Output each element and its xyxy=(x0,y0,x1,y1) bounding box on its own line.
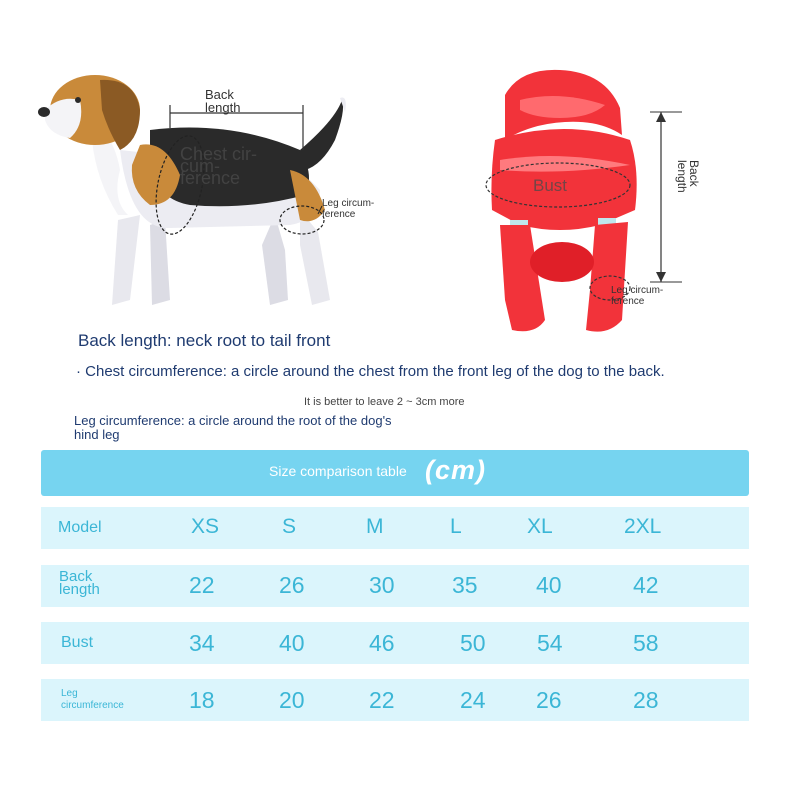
back-length-label-coat: Back length xyxy=(675,160,701,193)
size-header: L xyxy=(450,515,462,538)
table-cell: 35 xyxy=(452,572,478,598)
table-cell: 26 xyxy=(536,687,562,713)
table-title: Size comparison table xyxy=(269,463,407,479)
bust-row-label: Bust xyxy=(61,634,94,651)
back-length-description: Back length: neck root to tail front xyxy=(78,331,331,350)
table-cell: 18 xyxy=(189,687,215,713)
size-header: M xyxy=(366,515,384,538)
table-cell: 54 xyxy=(537,630,563,656)
table-cell: 40 xyxy=(279,630,305,656)
table-cell: 28 xyxy=(633,687,659,713)
table-cell: 22 xyxy=(369,687,395,713)
model-header-label: Model xyxy=(58,519,102,536)
table-cell: 58 xyxy=(633,630,659,656)
table-cell: 50 xyxy=(460,630,486,656)
size-header: 2XL xyxy=(624,515,662,538)
table-cell: 24 xyxy=(460,687,486,713)
raincoat-illustration xyxy=(480,65,700,340)
back-length-row-label: Back length xyxy=(59,568,100,598)
back-length-label-dog: Back length xyxy=(205,87,241,115)
leave-more-note: It is better to leave 2 ~ 3cm more xyxy=(304,396,465,408)
leg-description: Leg circumference: a circle around the root of the dog's hind leg xyxy=(74,413,392,442)
chest-label-dog: Chest cir- cum- ference xyxy=(180,144,258,188)
table-cell: 46 xyxy=(369,630,395,656)
table-cell: 20 xyxy=(279,687,305,713)
table-unit: (cm) xyxy=(425,455,487,485)
bust-label-coat: Bust xyxy=(533,176,568,195)
table-cell: 42 xyxy=(633,572,659,598)
table-cell: 22 xyxy=(189,572,215,598)
table-cell: 34 xyxy=(189,630,215,656)
size-header: XS xyxy=(191,515,220,538)
size-header: XL xyxy=(527,515,553,538)
size-header: S xyxy=(282,515,297,538)
leg-row-label: Leg circumference xyxy=(61,688,124,711)
table-cell: 26 xyxy=(279,572,305,598)
chest-description: · Chest circumference: a circle around the chest from the front leg of the dog to the back. xyxy=(76,363,665,380)
leg-label-dog: Leg circum- ference xyxy=(322,198,375,220)
table-cell: 40 xyxy=(536,572,562,598)
table-cell: 30 xyxy=(369,572,395,598)
leg-label-coat: Leg circum- ference xyxy=(611,285,664,307)
